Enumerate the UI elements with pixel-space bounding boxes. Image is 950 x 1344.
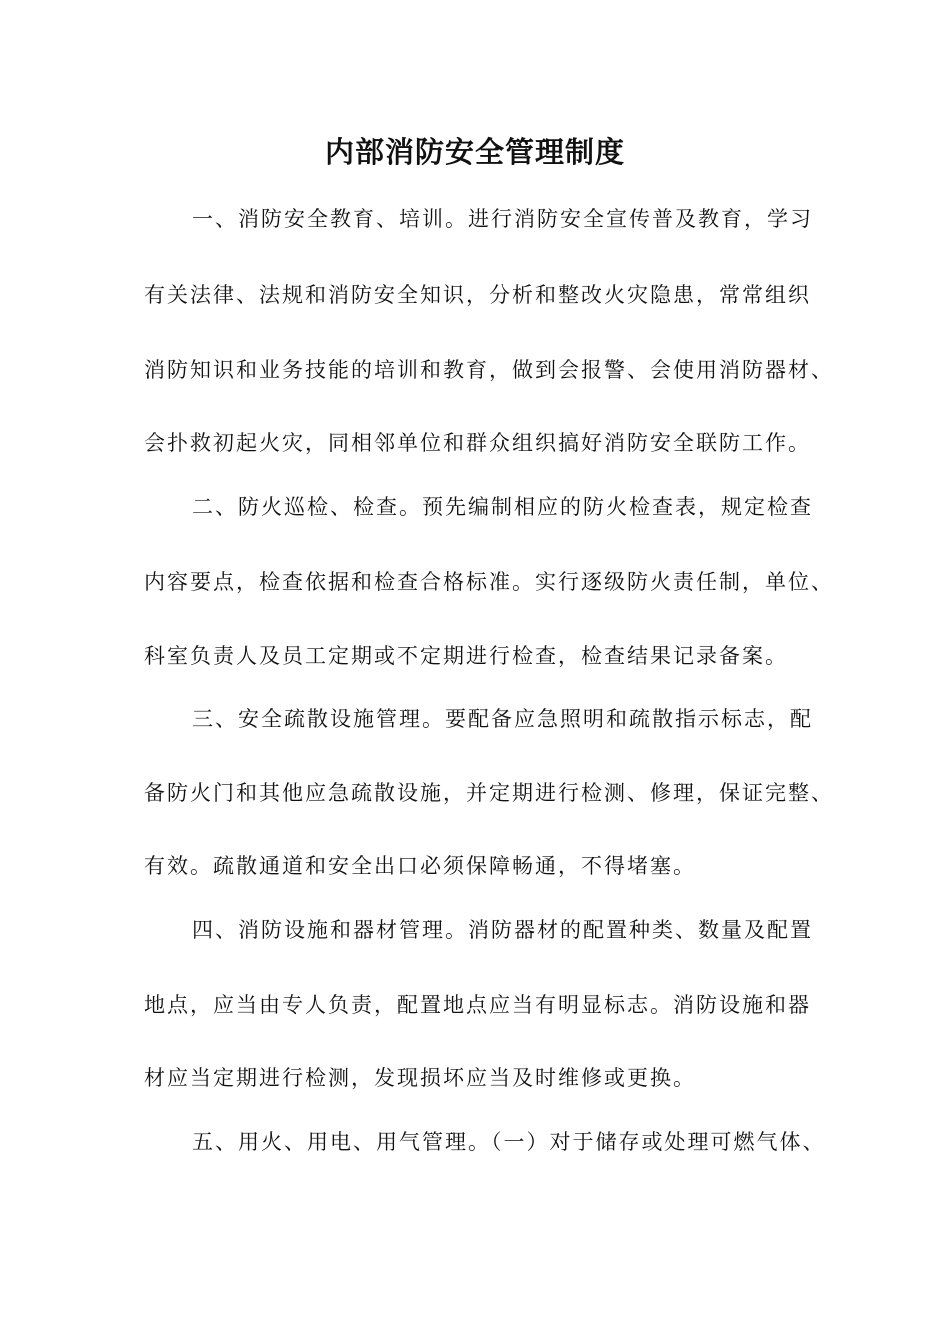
paragraph-2-line-1: 二、防火巡检、检查。预先编制相应的防火检查表，规定检查 [192,495,813,519]
paragraph-3-line-3: 有效。疏散通道和安全出口必须保障畅通，不得堵塞。 [144,854,696,878]
paragraph-4-line-2: 地点，应当由专人负责，配置地点应当有明显标志。消防设施和器 [144,993,811,1017]
paragraph-4-line-1: 四、消防设施和器材管理。消防器材的配置种类、数量及配置 [192,918,813,942]
paragraph-1-line-1: 一、消防安全教育、培训。进行消防安全宣传普及教育，学习 [192,207,813,231]
paragraph-3-line-1: 三、安全疏散设施管理。要配备应急照明和疏散指示标志，配 [192,707,813,731]
paragraph-1-line-4: 会扑救初起火灾，同相邻单位和群众组织搞好消防安全联防工作。 [144,431,811,455]
paragraph-1-line-2: 有关法律、法规和消防安全知识，分析和整改火灾隐患，常常组织 [144,283,811,307]
paragraph-3-line-2: 备防火门和其他应急疏散设施，并定期进行检测、修理，保证完整、 [144,781,834,805]
paragraph-2-line-3: 科室负责人及员工定期或不定期进行检查，检查结果记录备案。 [144,644,788,668]
paragraph-2-line-2: 内容要点，检查依据和检查合格标准。实行逐级防火责任制，单位、 [144,570,834,594]
paragraph-1-line-3: 消防知识和业务技能的培训和教育，做到会报警、会使用消防器材、 [144,358,834,382]
paragraph-5-line-1: 五、用火、用电、用气管理。（一）对于储存或处理可燃气体、 [192,1130,826,1154]
paragraph-4-line-3: 材应当定期进行检测，发现损坏应当及时维修或更换。 [144,1066,696,1090]
document-title: 内部消防安全管理制度 [324,135,625,169]
